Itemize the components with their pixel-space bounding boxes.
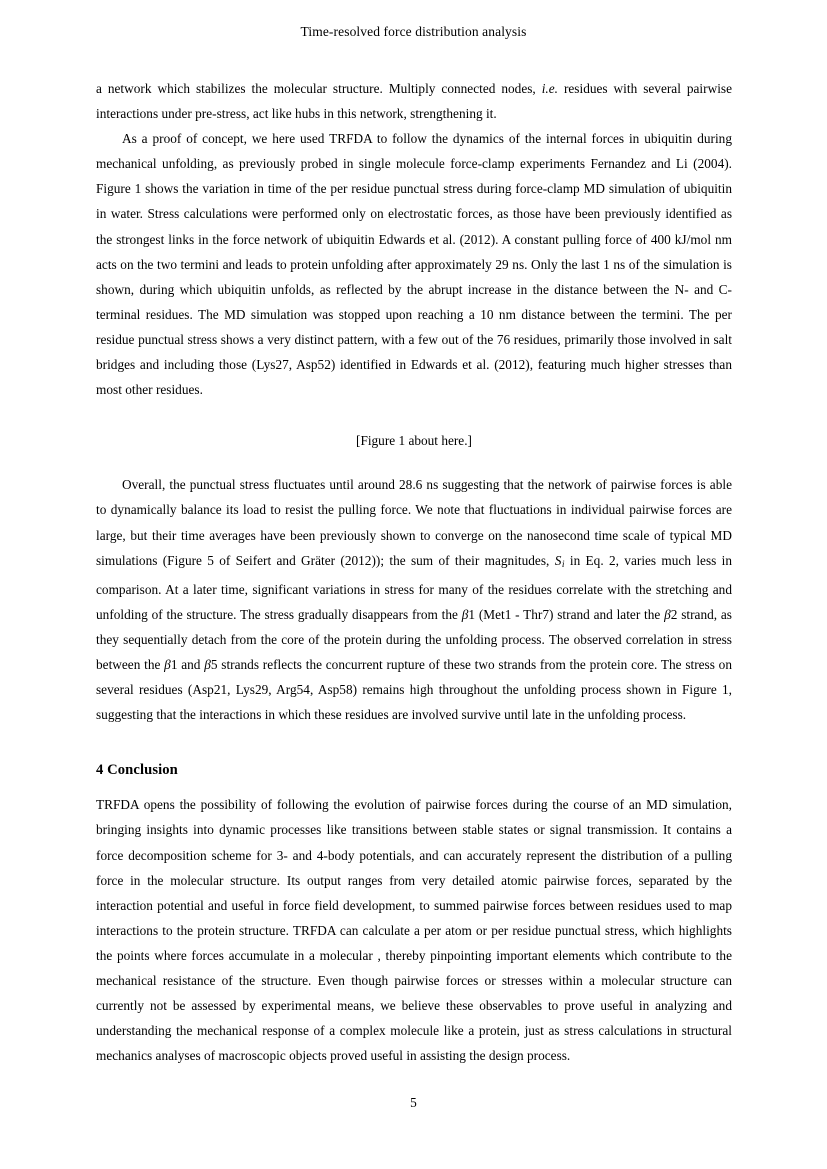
- spacer-after-section-heading: [96, 781, 732, 792]
- math-subscript-i: i: [561, 558, 565, 570]
- math-variable-s: S: [554, 552, 562, 568]
- spacer-before-section-heading: [96, 727, 732, 759]
- beta-symbol-3: β: [164, 657, 171, 673]
- paragraph-overall-part3: 1 (Met1 - Thr7) strand and later the: [468, 606, 665, 622]
- beta-symbol-2: β: [664, 606, 671, 622]
- paragraph-conclusion: TRFDA opens the possibility of following the evolution of pairwise forces during the course of an MD simulation, bringing insights into dynamic processes like transitions between stable states or signal transmission. It contains a force decomposition scheme for 3- and 4-body potentials, and can accurately represent the distribution of a pulling force in the molecular structure. Its output ranges from very detailed atomic pairwise forces, separated by the interaction potential and useful in force field development, to summed pairwise forces between residues used to map interactions to the protein structure. TRFDA can calculate a per atom or per residue punctual stress, which highlights the points where forces accumulate in a molecular , thereby pinpointing important elements which contribute to the mechanical resistance of the structure. Even though pairwise forces or stresses within a molecular structure can currently not be assessed by experimental means, we believe these observables to prove useful in analyzing and understanding the mechanical response of a complex molecule like a protein, just as stress calculations in structural mechanics analyses of macroscopic objects proved useful in assisting the design process.: [96, 797, 732, 1064]
- figure-placeholder-note: [Figure 1 about here.]: [356, 433, 472, 449]
- paragraph-overall-part1: Overall, the punctual stress fluctuates until around 28.6 ns suggesting that the network of pairwise forces is able to dynamically balance its load to resist the pulling force. We note that fluctuations in individual pairwise forces are large, but their time averages have been previously shown to converge on the nanosecond time scale of typical MD simulations (Figure 5 of Seifert and Gräter (2012)); the sum of their magnitudes,: [96, 477, 732, 568]
- paragraph-overall-part6: 5 strands reflects the concurrent rupture of these two strands from the protein core. The stress on several residues (Asp21, Lys29, Arg54, Asp58) remains high throughout the unfolding process shown in Figure 1, suggesting that the interactions in which these residues are involved survive until late in the unfolding process.: [96, 657, 732, 723]
- running-head: Time-resolved force distribution analysis: [300, 24, 527, 39]
- paragraph-continued-part2: residues with several pairwise interactions under pre-stress, act like hubs in this network, strengthening it.: [96, 81, 732, 122]
- paragraph-overall: [96, 472, 732, 727]
- paragraph-continued-part1: a network which stabilizes the molecular structure. Multiply connected nodes,: [96, 81, 542, 96]
- paragraph-overall-part4: 2 strand, as they sequentially detach from the core of the protein during the unfolding process. The observed correlation in stress between the: [96, 606, 732, 673]
- section-heading-conclusion: 4 Conclusion: [96, 762, 178, 779]
- paragraph-proof-of-concept: As a proof of concept, we here used TRFDA to follow the dynamics of the internal forces in ubiquitin during mechanical unfolding, as previously probed in single molecule force-clamp experiments Fernandez and Li (2004). Figure 1 shows the variation in time of the per residue punctual stress during force-clamp MD simulation of ubiquitin in water. Stress calculations were performed only on electrostatic forces, as those have been previously identified as the strongest links in the force network of ubiquitin Edwards et al. (2012). A constant pulling force of 400 kJ/mol nm acts on the two termini and leads to protein unfolding after approximately 29 ns. Only the last 1 ns of the simulation is shown, during which ubiquitin unfolds, as reflected by the abrupt increase in the distance between the N- and C-terminal residues. The MD simulation was stopped upon reaching a 10 nm distance between the termini. The per residue punctual stress shows a very distinct pattern, with a few out of the 76 residues, primarily those involved in salt bridges and including those (Lys27, Asp52) identified in Edwards et al. (2012), featuring much higher stresses than most other residues.: [96, 131, 732, 398]
- spacer-before-figure-note: [96, 402, 732, 428]
- page-content: [96, 76, 732, 1068]
- paragraph-overall-part5: 1 and: [170, 657, 205, 673]
- paragraph-continued-italic: i.e.: [541, 81, 558, 96]
- page-number: 5: [410, 1095, 417, 1110]
- beta-symbol-4: β: [204, 657, 211, 673]
- paragraph-overall-part2: in Eq. 2, varies much less in comparison. At a later time, significant variations in stress for many of the residues correlate with the stretching and unfolding of the structure. The stress gradually disappears from the: [96, 552, 733, 622]
- paragraph-continued: [96, 76, 732, 126]
- spacer-after-figure-note: [96, 453, 732, 472]
- beta-symbol-1: β: [461, 606, 469, 622]
